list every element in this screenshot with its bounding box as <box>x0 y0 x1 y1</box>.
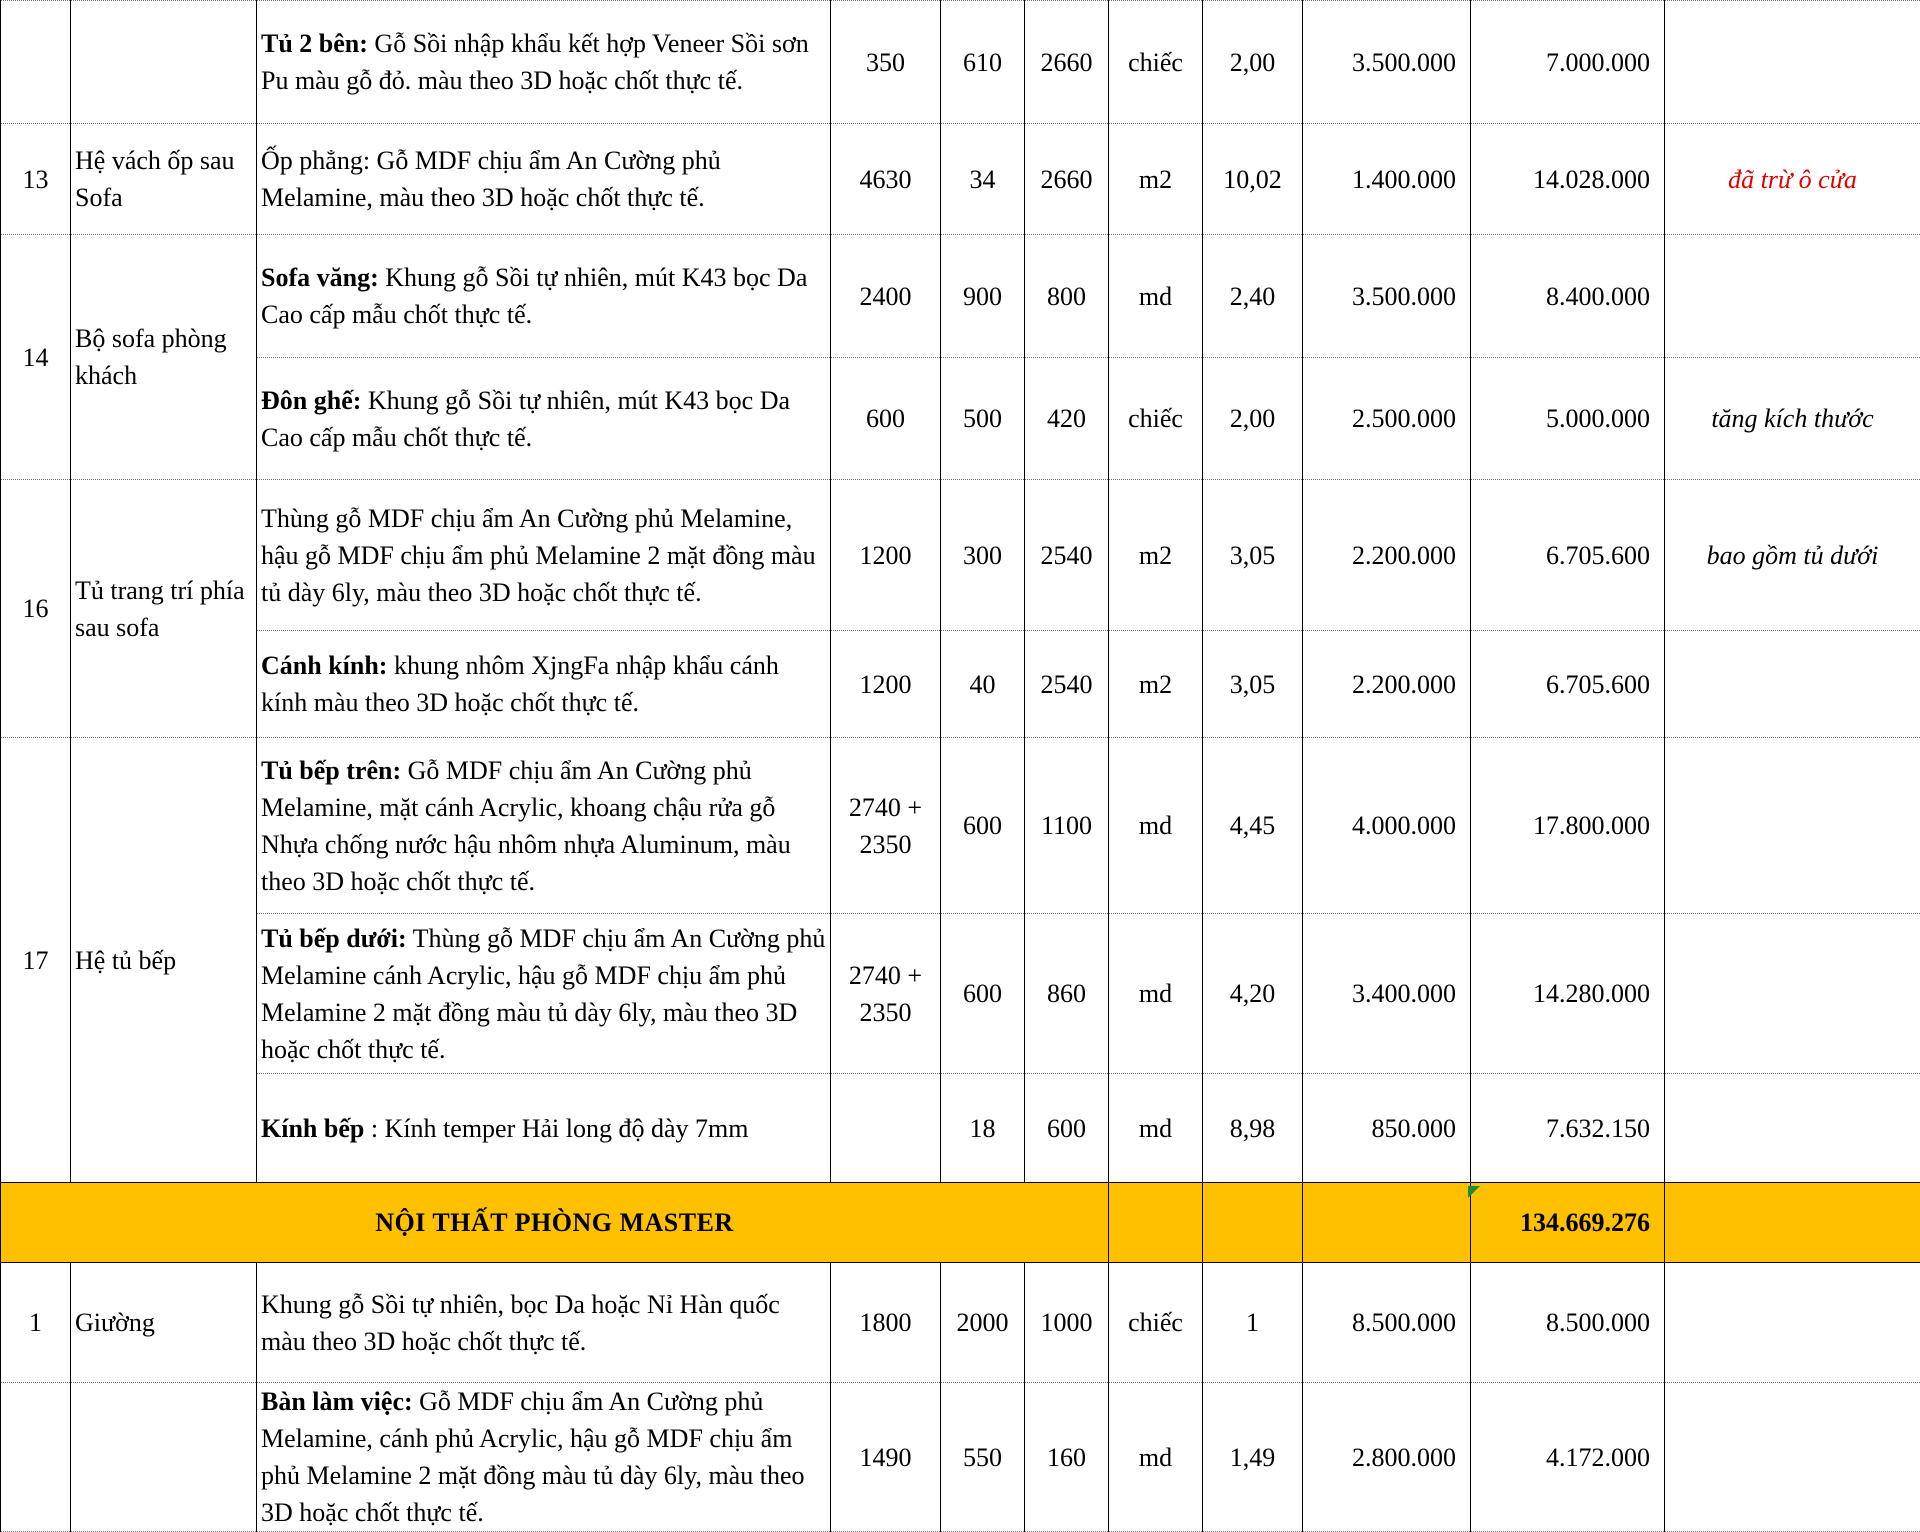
unit-price-cell: 3.500.000 <box>1303 235 1471 358</box>
note-cell <box>1665 1 1920 124</box>
unit-cell: m2 <box>1109 124 1203 235</box>
width-cell: 2000 <box>941 1263 1025 1383</box>
total-cell: 14.280.000 <box>1471 914 1665 1074</box>
unit-price-cell: 8.500.000 <box>1303 1263 1471 1383</box>
unit-price-cell: 2.500.000 <box>1303 358 1471 480</box>
item-description: Sofa văng: Khung gỗ Sồi tự nhiên, mút K43 bọc Da Cao cấp mẫu chốt thực tế. <box>257 235 831 358</box>
note-cell <box>1665 631 1920 738</box>
width-cell: 18 <box>941 1074 1025 1183</box>
table-row <box>1 631 1920 738</box>
table-row <box>1 480 1920 631</box>
note-cell <box>1665 235 1920 358</box>
item-name <box>71 1383 257 1532</box>
item-description: Khung gỗ Sồi tự nhiên, bọc Da hoặc Nỉ Hàn quốc màu theo 3D hoặc chốt thực tế. <box>257 1263 831 1383</box>
item-description: Tủ 2 bên: Gỗ Sồi nhập khẩu kết hợp Veneer Sồi sơn Pu màu gỗ đỏ. màu theo 3D hoặc chốt thực tế. <box>257 1 831 124</box>
section-empty-cell <box>1303 1183 1471 1263</box>
length-cell: 350 <box>831 1 941 124</box>
width-cell: 550 <box>941 1383 1025 1532</box>
width-cell: 34 <box>941 124 1025 235</box>
note-cell <box>1665 1074 1920 1183</box>
width-cell: 300 <box>941 480 1025 631</box>
height-cell: 860 <box>1025 914 1109 1074</box>
unit-cell: chiếc <box>1109 1263 1203 1383</box>
length-cell: 2400 <box>831 235 941 358</box>
item-description: Ốp phẳng: Gỗ MDF chịu ẩm An Cường phủ Melamine, màu theo 3D hoặc chốt thực tế. <box>257 124 831 235</box>
unit-cell: md <box>1109 914 1203 1074</box>
unit-cell: m2 <box>1109 631 1203 738</box>
total-cell: 7.000.000 <box>1471 1 1665 124</box>
height-cell: 600 <box>1025 1074 1109 1183</box>
height-cell: 2660 <box>1025 124 1109 235</box>
item-description: Thùng gỗ MDF chịu ẩm An Cường phủ Melamine, hậu gỗ MDF chịu ẩm phủ Melamine 2 mặt đồng màu tủ dày 6ly, màu theo 3D hoặc chốt thực tế. <box>257 480 831 631</box>
section-total: 134.669.276 <box>1471 1183 1665 1263</box>
note-cell <box>1665 1383 1920 1532</box>
table-row <box>1 124 1920 235</box>
item-description: Bàn làm việc: Gỗ MDF chịu ẩm An Cường phủ Melamine, cánh phủ Acrylic, hậu gỗ MDF chịu ẩm phủ Melamine 2 mặt đồng màu tủ dày 6ly, màu theo 3D hoặc chốt thực tế. <box>257 1383 831 1532</box>
quantity-cell: 2,40 <box>1203 235 1303 358</box>
table-row <box>1 1263 1920 1383</box>
unit-price-cell: 2.200.000 <box>1303 480 1471 631</box>
width-cell: 600 <box>941 738 1025 914</box>
width-cell: 610 <box>941 1 1025 124</box>
quantity-cell: 10,02 <box>1203 124 1303 235</box>
row-number: 13 <box>1 124 71 235</box>
unit-cell: chiếc <box>1109 358 1203 480</box>
quantity-cell: 2,00 <box>1203 358 1303 480</box>
note-cell <box>1665 738 1920 914</box>
item-description: Kính bếp : Kính temper Hải long độ dày 7mm <box>257 1074 831 1183</box>
unit-price-cell: 3.400.000 <box>1303 914 1471 1074</box>
unit-cell: chiếc <box>1109 1 1203 124</box>
table-row <box>1 358 1920 480</box>
total-cell: 4.172.000 <box>1471 1383 1665 1532</box>
section-empty-cell <box>1665 1183 1920 1263</box>
note-cell <box>1665 914 1920 1074</box>
quantity-cell: 2,00 <box>1203 1 1303 124</box>
item-description: Đôn ghế: Khung gỗ Sồi tự nhiên, mút K43 bọc Da Cao cấp mẫu chốt thực tế. <box>257 358 831 480</box>
quantity-cell: 4,45 <box>1203 738 1303 914</box>
unit-price-cell: 2.800.000 <box>1303 1383 1471 1532</box>
section-empty-cell <box>1203 1183 1303 1263</box>
table-row <box>1 738 1920 914</box>
quantity-cell: 1,49 <box>1203 1383 1303 1532</box>
item-name: Bộ sofa phòng khách <box>71 235 257 480</box>
height-cell: 160 <box>1025 1383 1109 1532</box>
unit-price-cell: 2.200.000 <box>1303 631 1471 738</box>
unit-price-cell: 1.400.000 <box>1303 124 1471 235</box>
total-cell: 8.500.000 <box>1471 1263 1665 1383</box>
unit-price-cell: 3.500.000 <box>1303 1 1471 124</box>
unit-cell: m2 <box>1109 480 1203 631</box>
quantity-cell: 3,05 <box>1203 631 1303 738</box>
quantity-cell: 4,20 <box>1203 914 1303 1074</box>
unit-cell: md <box>1109 738 1203 914</box>
note-cell: tăng kích thước <box>1665 358 1920 480</box>
length-cell: 1200 <box>831 480 941 631</box>
cell-comment-marker-icon <box>1468 1186 1480 1198</box>
quantity-cell: 3,05 <box>1203 480 1303 631</box>
row-number: 17 <box>1 738 71 1183</box>
item-name <box>71 1 257 124</box>
height-cell: 420 <box>1025 358 1109 480</box>
length-cell <box>831 1074 941 1183</box>
length-cell: 1200 <box>831 631 941 738</box>
row-number: 16 <box>1 480 71 738</box>
note-cell: bao gồm tủ dưới <box>1665 480 1920 631</box>
unit-cell: md <box>1109 1383 1203 1532</box>
note-cell <box>1665 1263 1920 1383</box>
total-cell: 6.705.600 <box>1471 631 1665 738</box>
quantity-cell: 1 <box>1203 1263 1303 1383</box>
height-cell: 1100 <box>1025 738 1109 914</box>
row-number: 14 <box>1 235 71 480</box>
table-row <box>1 1074 1920 1183</box>
height-cell: 800 <box>1025 235 1109 358</box>
table-row <box>1 235 1920 358</box>
length-cell: 1490 <box>831 1383 941 1532</box>
unit-price-cell: 4.000.000 <box>1303 738 1471 914</box>
length-cell: 1800 <box>831 1263 941 1383</box>
width-cell: 600 <box>941 914 1025 1074</box>
section-title: NỘI THẤT PHÒNG MASTER <box>1 1183 1109 1263</box>
item-name: Hệ tủ bếp <box>71 738 257 1183</box>
unit-cell: md <box>1109 235 1203 358</box>
section-header-row <box>1 1183 1920 1263</box>
item-name: Tủ trang trí phía sau sofa <box>71 480 257 738</box>
unit-price-cell: 850.000 <box>1303 1074 1471 1183</box>
height-cell: 2660 <box>1025 1 1109 124</box>
section-empty-cell <box>1109 1183 1203 1263</box>
item-name: Giường <box>71 1263 257 1383</box>
table-row <box>1 914 1920 1074</box>
width-cell: 500 <box>941 358 1025 480</box>
width-cell: 40 <box>941 631 1025 738</box>
length-cell: 2740 + 2350 <box>831 914 941 1074</box>
table-row <box>1 1383 1920 1532</box>
row-number: 1 <box>1 1263 71 1383</box>
unit-cell: md <box>1109 1074 1203 1183</box>
quantity-cell: 8,98 <box>1203 1074 1303 1183</box>
row-number <box>1 1383 71 1532</box>
length-cell: 600 <box>831 358 941 480</box>
total-cell: 7.632.150 <box>1471 1074 1665 1183</box>
length-cell: 4630 <box>831 124 941 235</box>
height-cell: 1000 <box>1025 1263 1109 1383</box>
total-cell: 5.000.000 <box>1471 358 1665 480</box>
length-cell: 2740 + 2350 <box>831 738 941 914</box>
table-row <box>1 1 1920 124</box>
height-cell: 2540 <box>1025 631 1109 738</box>
item-description: Tủ bếp dưới: Thùng gỗ MDF chịu ẩm An Cường phủ Melamine cánh Acrylic, hậu gỗ MDF chịu ẩm phủ Melamine 2 mặt đồng màu tủ dày 6ly, màu theo 3D hoặc chốt thực tế. <box>257 914 831 1074</box>
item-description: Cánh kính: khung nhôm XjngFa nhập khẩu cánh kính màu theo 3D hoặc chốt thực tế. <box>257 631 831 738</box>
width-cell: 900 <box>941 235 1025 358</box>
note-cell: đã trừ ô cửa <box>1665 124 1920 235</box>
total-cell: 14.028.000 <box>1471 124 1665 235</box>
row-number <box>1 1 71 124</box>
total-cell: 17.800.000 <box>1471 738 1665 914</box>
item-name: Hệ vách ốp sau Sofa <box>71 124 257 235</box>
height-cell: 2540 <box>1025 480 1109 631</box>
total-cell: 8.400.000 <box>1471 235 1665 358</box>
item-description: Tủ bếp trên: Gỗ MDF chịu ẩm An Cường phủ Melamine, mặt cánh Acrylic, khoang chậu rửa gỗ Nhựa chống nước hậu nhôm nhựa Aluminum, màu theo 3D hoặc chốt thực tế. <box>257 738 831 914</box>
total-cell: 6.705.600 <box>1471 480 1665 631</box>
